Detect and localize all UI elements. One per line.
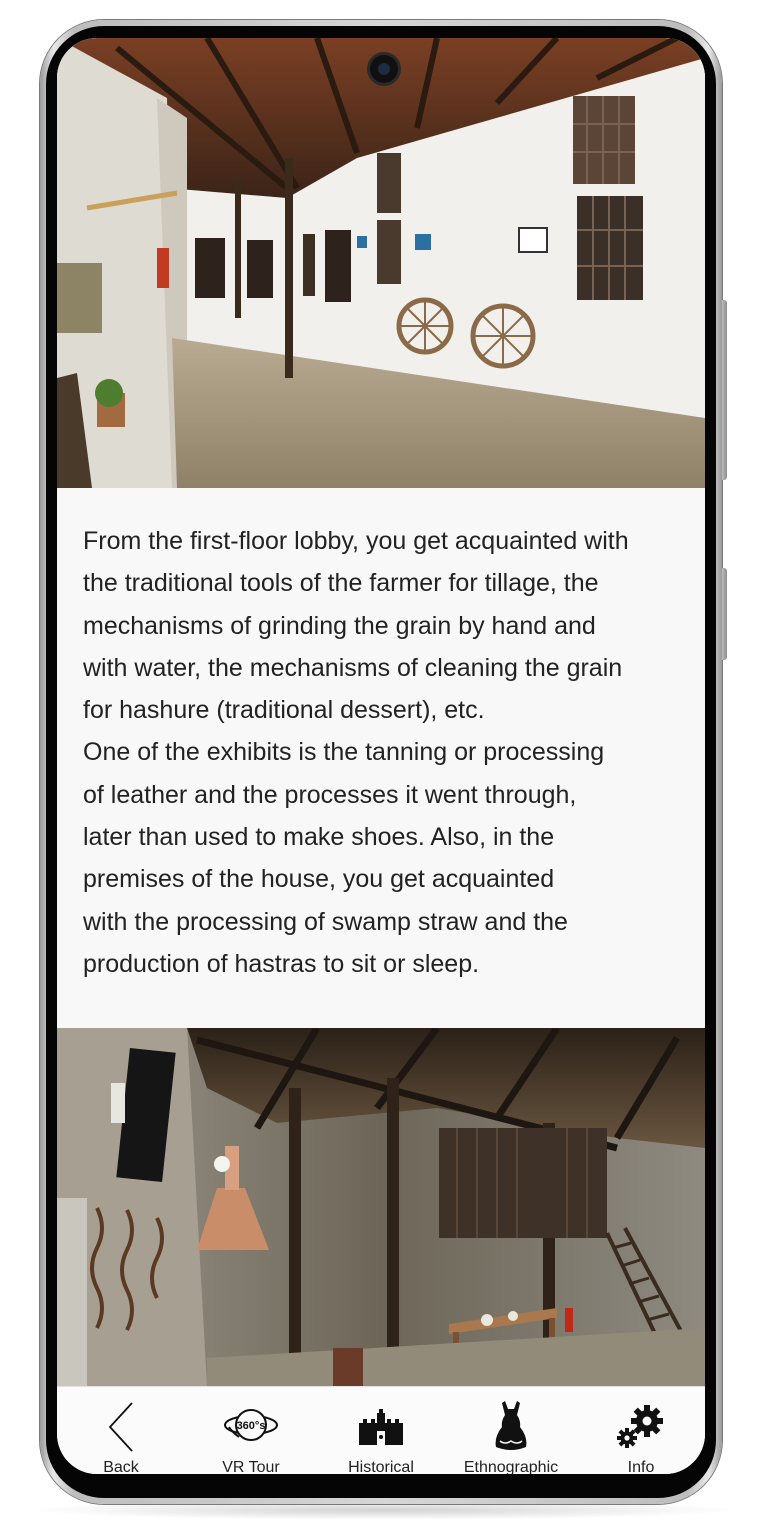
description-text <box>83 520 683 985</box>
description-line: mechanisms of grinding the grain by hand and <box>83 611 596 640</box>
workshop-photo <box>57 1028 705 1386</box>
description-line: of leather and the processes it went through, <box>83 780 577 809</box>
vr-badge: 360°s <box>236 1420 266 1432</box>
description-line: with the processing of swamp straw and the <box>83 907 568 936</box>
nav-vr-tour[interactable] <box>201 1387 301 1474</box>
chevron-left-icon <box>106 1401 136 1458</box>
nav-back-label: Back <box>103 1459 139 1474</box>
description-line: with water, the mechanisms of cleaning the grain <box>83 653 623 682</box>
nav-ethnographic-label: Ethnographic <box>463 1459 559 1474</box>
dress-icon <box>494 1401 528 1456</box>
description-line: production of hastras to sit or sleep. <box>83 949 480 978</box>
description-line: later than used to make shoes. Also, in the <box>83 823 555 852</box>
description-line: premises of the house, you get acquainted <box>83 865 555 894</box>
nav-back[interactable] <box>71 1387 171 1474</box>
courtyard-photo <box>57 38 705 488</box>
bottom-nav <box>57 1386 705 1474</box>
nav-info[interactable] <box>591 1387 691 1474</box>
castle-icon <box>357 1409 405 1450</box>
nav-info-label: Info <box>627 1459 655 1474</box>
courtyard-illustration <box>57 38 705 488</box>
nav-historical-label: Historical <box>348 1459 414 1474</box>
description-panel <box>57 488 705 1028</box>
description-line: From the first-floor lobby, you get acquainted with <box>83 527 629 555</box>
vr-360-icon <box>223 1403 279 1452</box>
nav-vr-tour-label: VR Tour <box>222 1459 280 1474</box>
description-line: the traditional tools of the farmer for tillage, the <box>83 569 599 598</box>
nav-ethnographic[interactable] <box>451 1387 571 1474</box>
gears-icon <box>617 1405 665 1454</box>
app-screen <box>57 38 705 1474</box>
nav-historical[interactable] <box>331 1387 431 1474</box>
front-camera <box>370 55 398 83</box>
workshop-illustration <box>57 1028 705 1386</box>
description-line: One of the exhibits is the tanning or processing <box>83 738 605 767</box>
description-line: for hashure (traditional dessert), etc. <box>83 696 485 725</box>
volume-button <box>722 300 727 480</box>
power-button <box>722 568 727 660</box>
